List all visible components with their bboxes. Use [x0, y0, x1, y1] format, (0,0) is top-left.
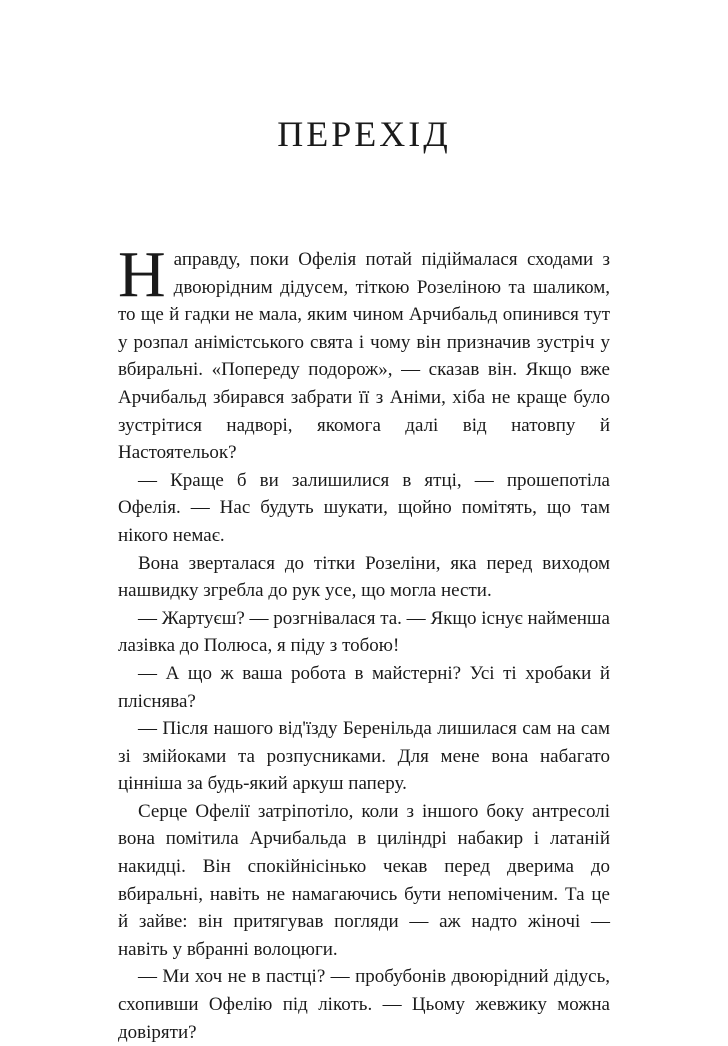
paragraph: — Жартуєш? — розгнівалася та. — Якщо існує найменша лазівка до Полюса, я піду з тобою!	[118, 607, 610, 657]
book-page	[118, 0, 610, 1043]
paragraph-text: аправду, поки Офелія потай підіймалася сходами з двоюрідним дідусем, тіткою Розеліною та шаликом, то ще й гадки не мала, яким чином Арчибальд опинився тут у розпал анімістського свята і чому він призначив зустріч у вбиральні. «Попереду подорож», — сказав він. Якщо вже Арчибальд збирався забрати її з Аніми, хіба не краще було зустрітися надворі, якомога далі від натовпу й Настоятельок?	[118, 249, 610, 464]
paragraph: Вона зверталася до тітки Розеліни, яка перед виходом нашвидку згребла до рук усе, що могла нести.	[118, 552, 610, 602]
paragraph	[118, 238, 610, 467]
paragraph: Серце Офелії затріпотіло, коли з іншого боку антресолі вона помітила Арчибальда в циліндрі набакир і латаній накидці. Він спокійнісінько чекав перед дверима до вбиральні, навіть не намагаючись бути непоміченим. Та це й зайве: він притягував погляди — аж надто жіночі — навіть у вбранні волоцюги.	[118, 800, 610, 960]
paragraph: — Ми хоч не в пастці? — пробубонів двоюрідний дідусь, схопивши Офелію під лікоть. — Цьому жевжику можна довіряти?	[118, 966, 610, 1043]
paragraph: — А що ж ваша робота в майстерні? Усі ті хробаки й пліснява?	[118, 662, 610, 712]
chapter-title: ПЕРЕХІД	[277, 114, 451, 154]
paragraph: — Після нашого від'їзду Беренільда лишилася сам на сам зі змійоками та розпусниками. Для мене вона набагато цінніша за будь-який аркуш паперу.	[118, 718, 610, 795]
paragraph: — Краще б ви залишилися в ятці, — прошепотіла Офелія. — Нас будуть шукати, щойно помітять, що там нікого немає.	[118, 469, 610, 546]
chapter-text	[118, 238, 610, 1046]
drop-cap: Н	[118, 238, 166, 311]
